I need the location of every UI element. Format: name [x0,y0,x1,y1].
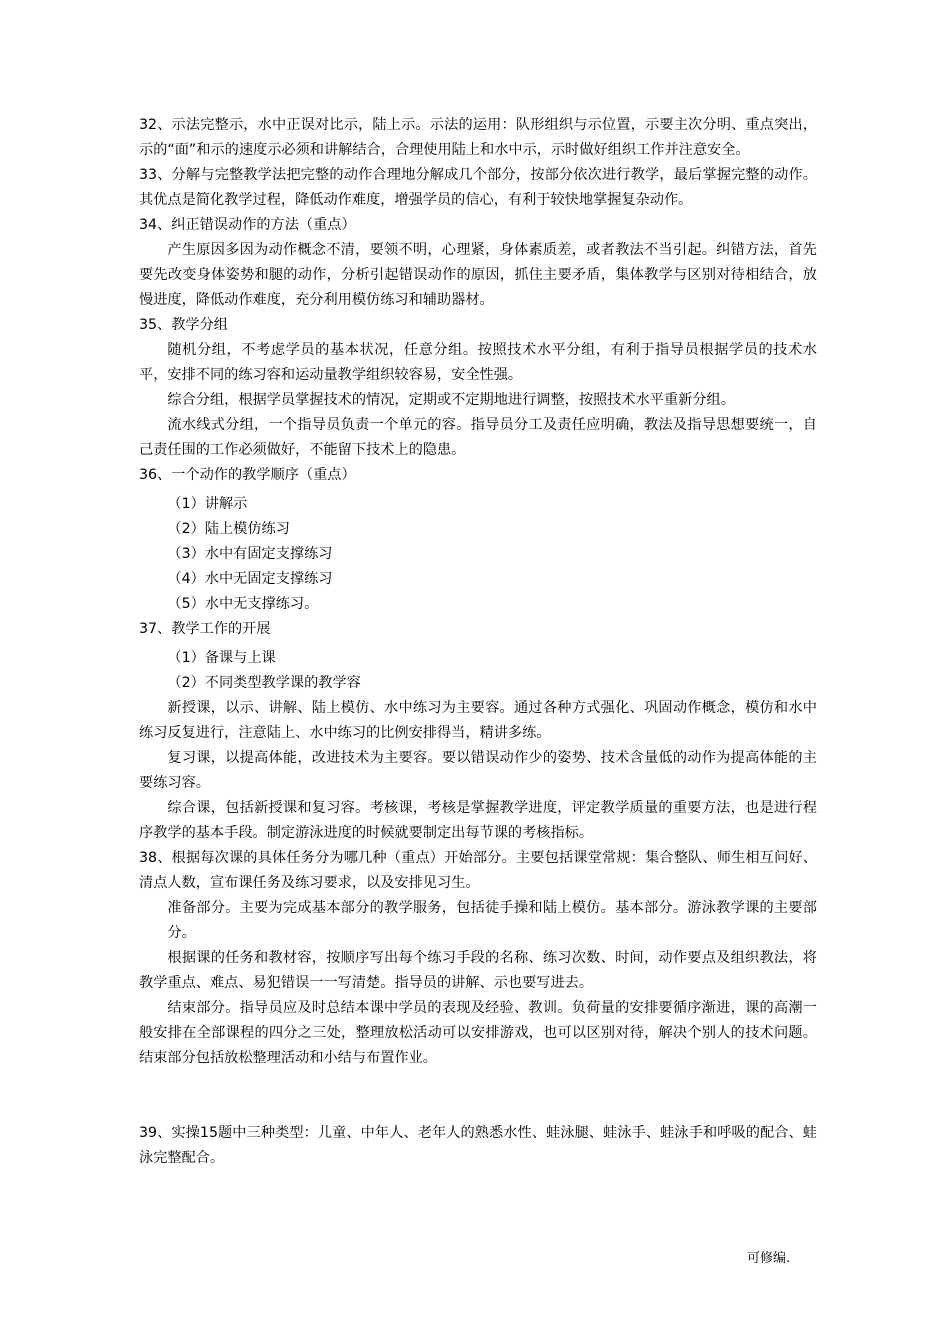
heading-35: 35、教学分组 [139,317,228,333]
paragraph-34-body: 产生原因多因为动作概念不清，要领不明，心理紧，身体素质差，或者教法不当引起。纠错方法，首先要先改变身体姿势和腿的动作，分析引起错误动作的原因，抓住主要矛盾，集体教学与区别对待相结合，放慢进度，降低动作难度，充分利用模仿练习和辅助器材。 [139,242,817,308]
list-item-36-4: （4）水中无固定支撑练习 [167,571,333,587]
list-item-36-3: （3）水中有固定支撑练习 [167,546,333,562]
paragraph-ending-part: 结束部分。指导员应及时总结本课中学员的表现及经验、教训。负荷量的安排要循序渐进，课的高潮一般安排在全部课程的四分之三处，整理放松活动可以安排游戏，也可以区别对待，解决个别人的技术问题。结束部分包括放松整理活动和小结与布置作业。 [139,1000,817,1066]
heading-37: 37、教学工作的开展 [139,621,271,637]
item-32: 32、示法完整示，水中正误对比示，陆上示。示法的运用：队形组织与示位置，示要主次分明、重点突出，示的“面”和示的速度示必须和讲解结合，合理使用陆上和水中示，示时做好组织工作并注意安全。 [139,117,817,158]
paragraph-review-lesson: 复习课，以提高体能，改进技术为主要容。要以错误动作少的姿势、技术含量低的动作为提高体能的主要练习容。 [139,750,817,791]
list-item-36-5: （5）水中无支撑练习。 [167,596,319,612]
heading-36: 36、一个动作的教学顺序（重点） [139,467,356,483]
paragraph-comprehensive-lesson: 综合课，包括新授课和复习容。考核课，考核是掌握教学进度，评定教学质量的重要方法，也是进行程序教学的基本手段。制定游泳进度的时候就要制定出每节课的考核指标。 [139,800,817,841]
list-item-36-1: （1）讲解示 [167,496,248,512]
paragraph-lesson-plan: 根据课的任务和教材容，按顺序写出每个练习手段的名称、练习次数、时间，动作要点及组织教法，将教学重点、难点、易犯错误一一写清楚。指导员的讲解、示也要写进去。 [139,950,817,991]
paragraph-assembly-grouping: 流水线式分组，一个指导员负责一个单元的容。指导员分工及责任应明确，教法及指导思想要统一，自己责任围的工作必须做好，不能留下技术上的隐患。 [139,417,817,458]
list-item-37-1: （1）备课与上课 [167,650,276,666]
list-item-36-2: （2）陆上模仿练习 [167,521,290,537]
paragraph-random-grouping: 随机分组，不考虑学员的基本状况，任意分组。按照技术水平分组，有利于指导员根据学员的技术水平，安排不同的练习容和运动量教学组织较容易，安全性强。 [139,342,817,383]
item-33: 33、分解与完整教学法把完整的动作合理地分解成几个部分，按部分依次进行教学，最后掌握完整的动作。其优点是简化教学过程，降低动作难度，增强学员的信心，有利于较快地掌握复杂动作。 [139,167,817,208]
list-item-37-2: （2）不同类型教学课的教学容 [167,675,361,691]
blank-gap [139,1071,817,1121]
paragraph-new-lesson: 新授课，以示、讲解、陆上模仿、水中练习为主要容。通过各种方式强化、巩固动作概念，模仿和水中练习反复进行，注意陆上、水中练习的比例安排得当，精讲多练。 [139,700,817,741]
item-39: 39、实操15题中三种类型：儿童、中年人、老年人的熟悉水性、蛙泳腿、蛙泳手、蛙泳手和呼吸的配合、蛙泳完整配合。 [139,1125,817,1166]
paragraph-combined-grouping: 综合分组，根据学员掌握技术的情况，定期或不定期地进行调整，按照技术水平重新分组。 [167,392,735,408]
footer-note: 可修编. [747,1251,791,1266]
item-38: 38、根据每次课的具体任务分为哪几种（重点）开始部分。主要包括课堂常规：集合整队、师生相互问好、清点人数，宣布课任务及练习要求，以及安排见习生。 [139,850,817,891]
heading-34: 34、纠正错误动作的方法（重点） [139,217,356,233]
document-body [139,113,817,1171]
paragraph-preparation-part: 准备部分。主要为完成基本部分的教学服务，包括徒手操和陆上模仿。基本部分。游泳教学课的主要部分。 [167,900,817,941]
